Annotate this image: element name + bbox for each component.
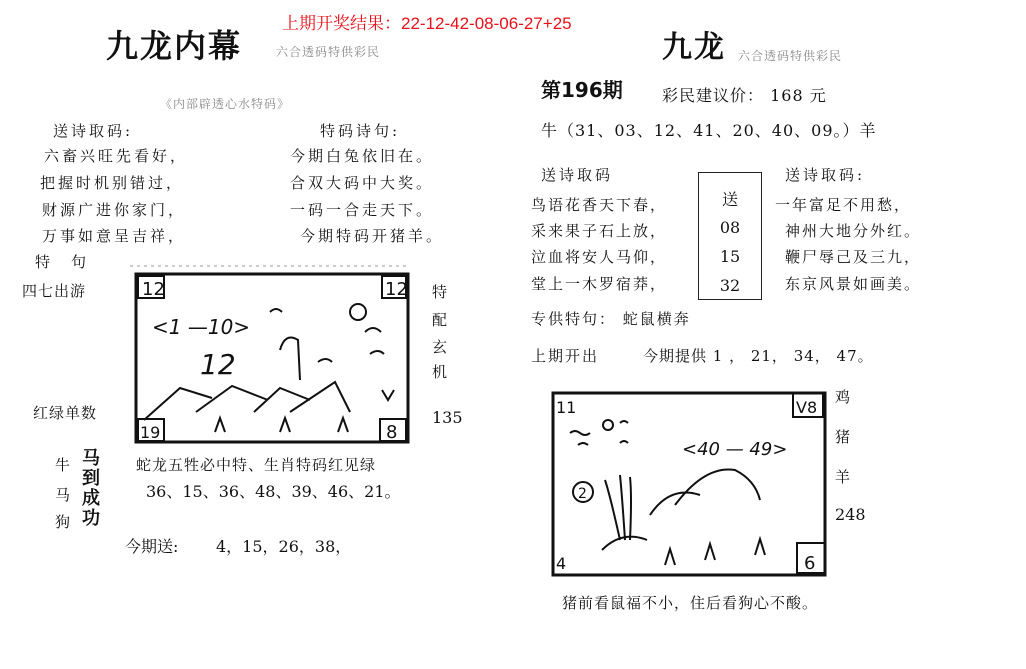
poem-line: 今期白兔依旧在。 — [290, 147, 435, 165]
zodiac: 狗 — [55, 513, 74, 531]
poem-line: 财源广进你家门， — [42, 201, 187, 219]
right-title: 九龙 — [662, 30, 726, 65]
right-special: 专供特句： 蛇鼠横奔 — [531, 310, 691, 328]
left-numbers: 36、15、36、48、39、46、21。 — [146, 482, 401, 501]
poem-line: 采来果子石上放， — [531, 222, 668, 240]
issue-number: 第196期 — [541, 78, 623, 102]
gift-box — [698, 172, 762, 300]
poem-line: 万事如意呈吉祥， — [42, 227, 187, 245]
side-char: 猪 — [835, 428, 854, 446]
right-verse: 猪前看鼠福不小，住后看狗心不酸。 — [562, 594, 819, 612]
corner-number: 19 — [140, 423, 161, 442]
corner-number: V8 — [796, 398, 818, 417]
send-numbers: 4，15，26，38， — [216, 537, 352, 556]
zodiac: 马 — [55, 486, 74, 504]
poem-line: 鞭尸辱己及三九， — [785, 248, 922, 266]
gift-label: 送 — [721, 190, 738, 209]
special-label: 特 句 — [35, 253, 90, 271]
inner-title: 《内部辟透心水特码》 — [160, 97, 291, 111]
slogan-char: 马 — [82, 448, 100, 469]
poem-line: 泣血将安人马仰， — [531, 248, 668, 266]
gift-number: 08 — [719, 218, 741, 237]
slogan-char: 成 — [82, 488, 100, 509]
grass — [215, 390, 394, 432]
left-subtitle: 六合透码特供彩民 — [276, 45, 381, 59]
right-sketch — [550, 385, 840, 580]
zodiac-line: 牛（31、03、12、41、20、40、09。）羊 — [541, 121, 877, 140]
corner-number: 8 — [386, 422, 398, 443]
slogan-char: 到 — [82, 468, 100, 489]
gift-number: 15 — [719, 247, 741, 266]
corner-number: 4 — [556, 554, 567, 573]
range-text: <40 — 49> — [682, 439, 788, 460]
side-char: 玄 — [432, 338, 451, 356]
right-poem-label: 送诗取码 — [541, 166, 614, 184]
corner-number: 12 — [142, 279, 165, 300]
poem-line: 堂上一木罗宿莽， — [531, 275, 668, 293]
hand-number: 12 — [200, 348, 236, 381]
poem-line: 一码一合走天下。 — [290, 201, 435, 219]
right-subtitle: 六合透码特供彩民 — [738, 49, 843, 63]
poem-line: 神州大地分外红。 — [785, 222, 922, 240]
last-out-label: 上期开出 — [531, 347, 600, 365]
left-sketch — [130, 262, 420, 447]
left-poem-label: 送诗取码: — [53, 122, 134, 140]
side-number: 135 — [432, 408, 463, 427]
corner-number: 12 — [385, 279, 408, 300]
side-number: 248 — [835, 505, 866, 524]
poem-line: 东京风景如画美。 — [785, 275, 922, 293]
color-label: 红绿单数 — [33, 404, 98, 422]
left-title: 九龙内幕 — [106, 27, 243, 65]
poem-line: 六畜兴旺先看好， — [44, 147, 189, 165]
side-char: 特 — [432, 283, 451, 301]
poem-line: 一年富足不用愁， — [775, 196, 912, 214]
circled-number: 2 — [578, 486, 587, 502]
last-result-header: 上期开奖结果：22-12-42-08-06-27+25 — [282, 14, 572, 33]
side-char: 鸡 — [835, 388, 854, 406]
side-char: 配 — [432, 311, 451, 329]
slogan-char: 功 — [82, 508, 100, 529]
corner-number: 6 — [804, 553, 816, 574]
sun-icon — [350, 304, 366, 320]
poem-line: 今期特码开猪羊。 — [300, 227, 445, 245]
poem-line: 鸟语花香天下春， — [531, 196, 668, 214]
price: 彩民建议价： 168 元 — [662, 86, 827, 105]
special-phrase: 四七出游 — [22, 282, 87, 300]
gift-number: 32 — [719, 276, 741, 295]
side-char: 机 — [432, 363, 451, 381]
mountains — [144, 382, 350, 420]
provide-numbers: 今期提供 1 ， 21， 34， 47。 — [643, 347, 874, 365]
poem-line: 把握时机别错过， — [40, 174, 185, 192]
poem-line: 合双大码中大奖。 — [290, 174, 435, 192]
side-char: 羊 — [835, 468, 854, 486]
left-verse: 蛇龙五牲必中特、生肖特码红见绿 — [136, 456, 377, 474]
send-label: 今期送: — [125, 537, 179, 556]
range-text: <1 —10> — [152, 315, 251, 339]
left-poem-right-label: 特码诗句: — [320, 122, 401, 140]
corner-number: 11 — [556, 398, 577, 417]
right-poem-right-label: 送诗取码: — [785, 166, 866, 184]
zodiac: 牛 — [55, 456, 74, 474]
